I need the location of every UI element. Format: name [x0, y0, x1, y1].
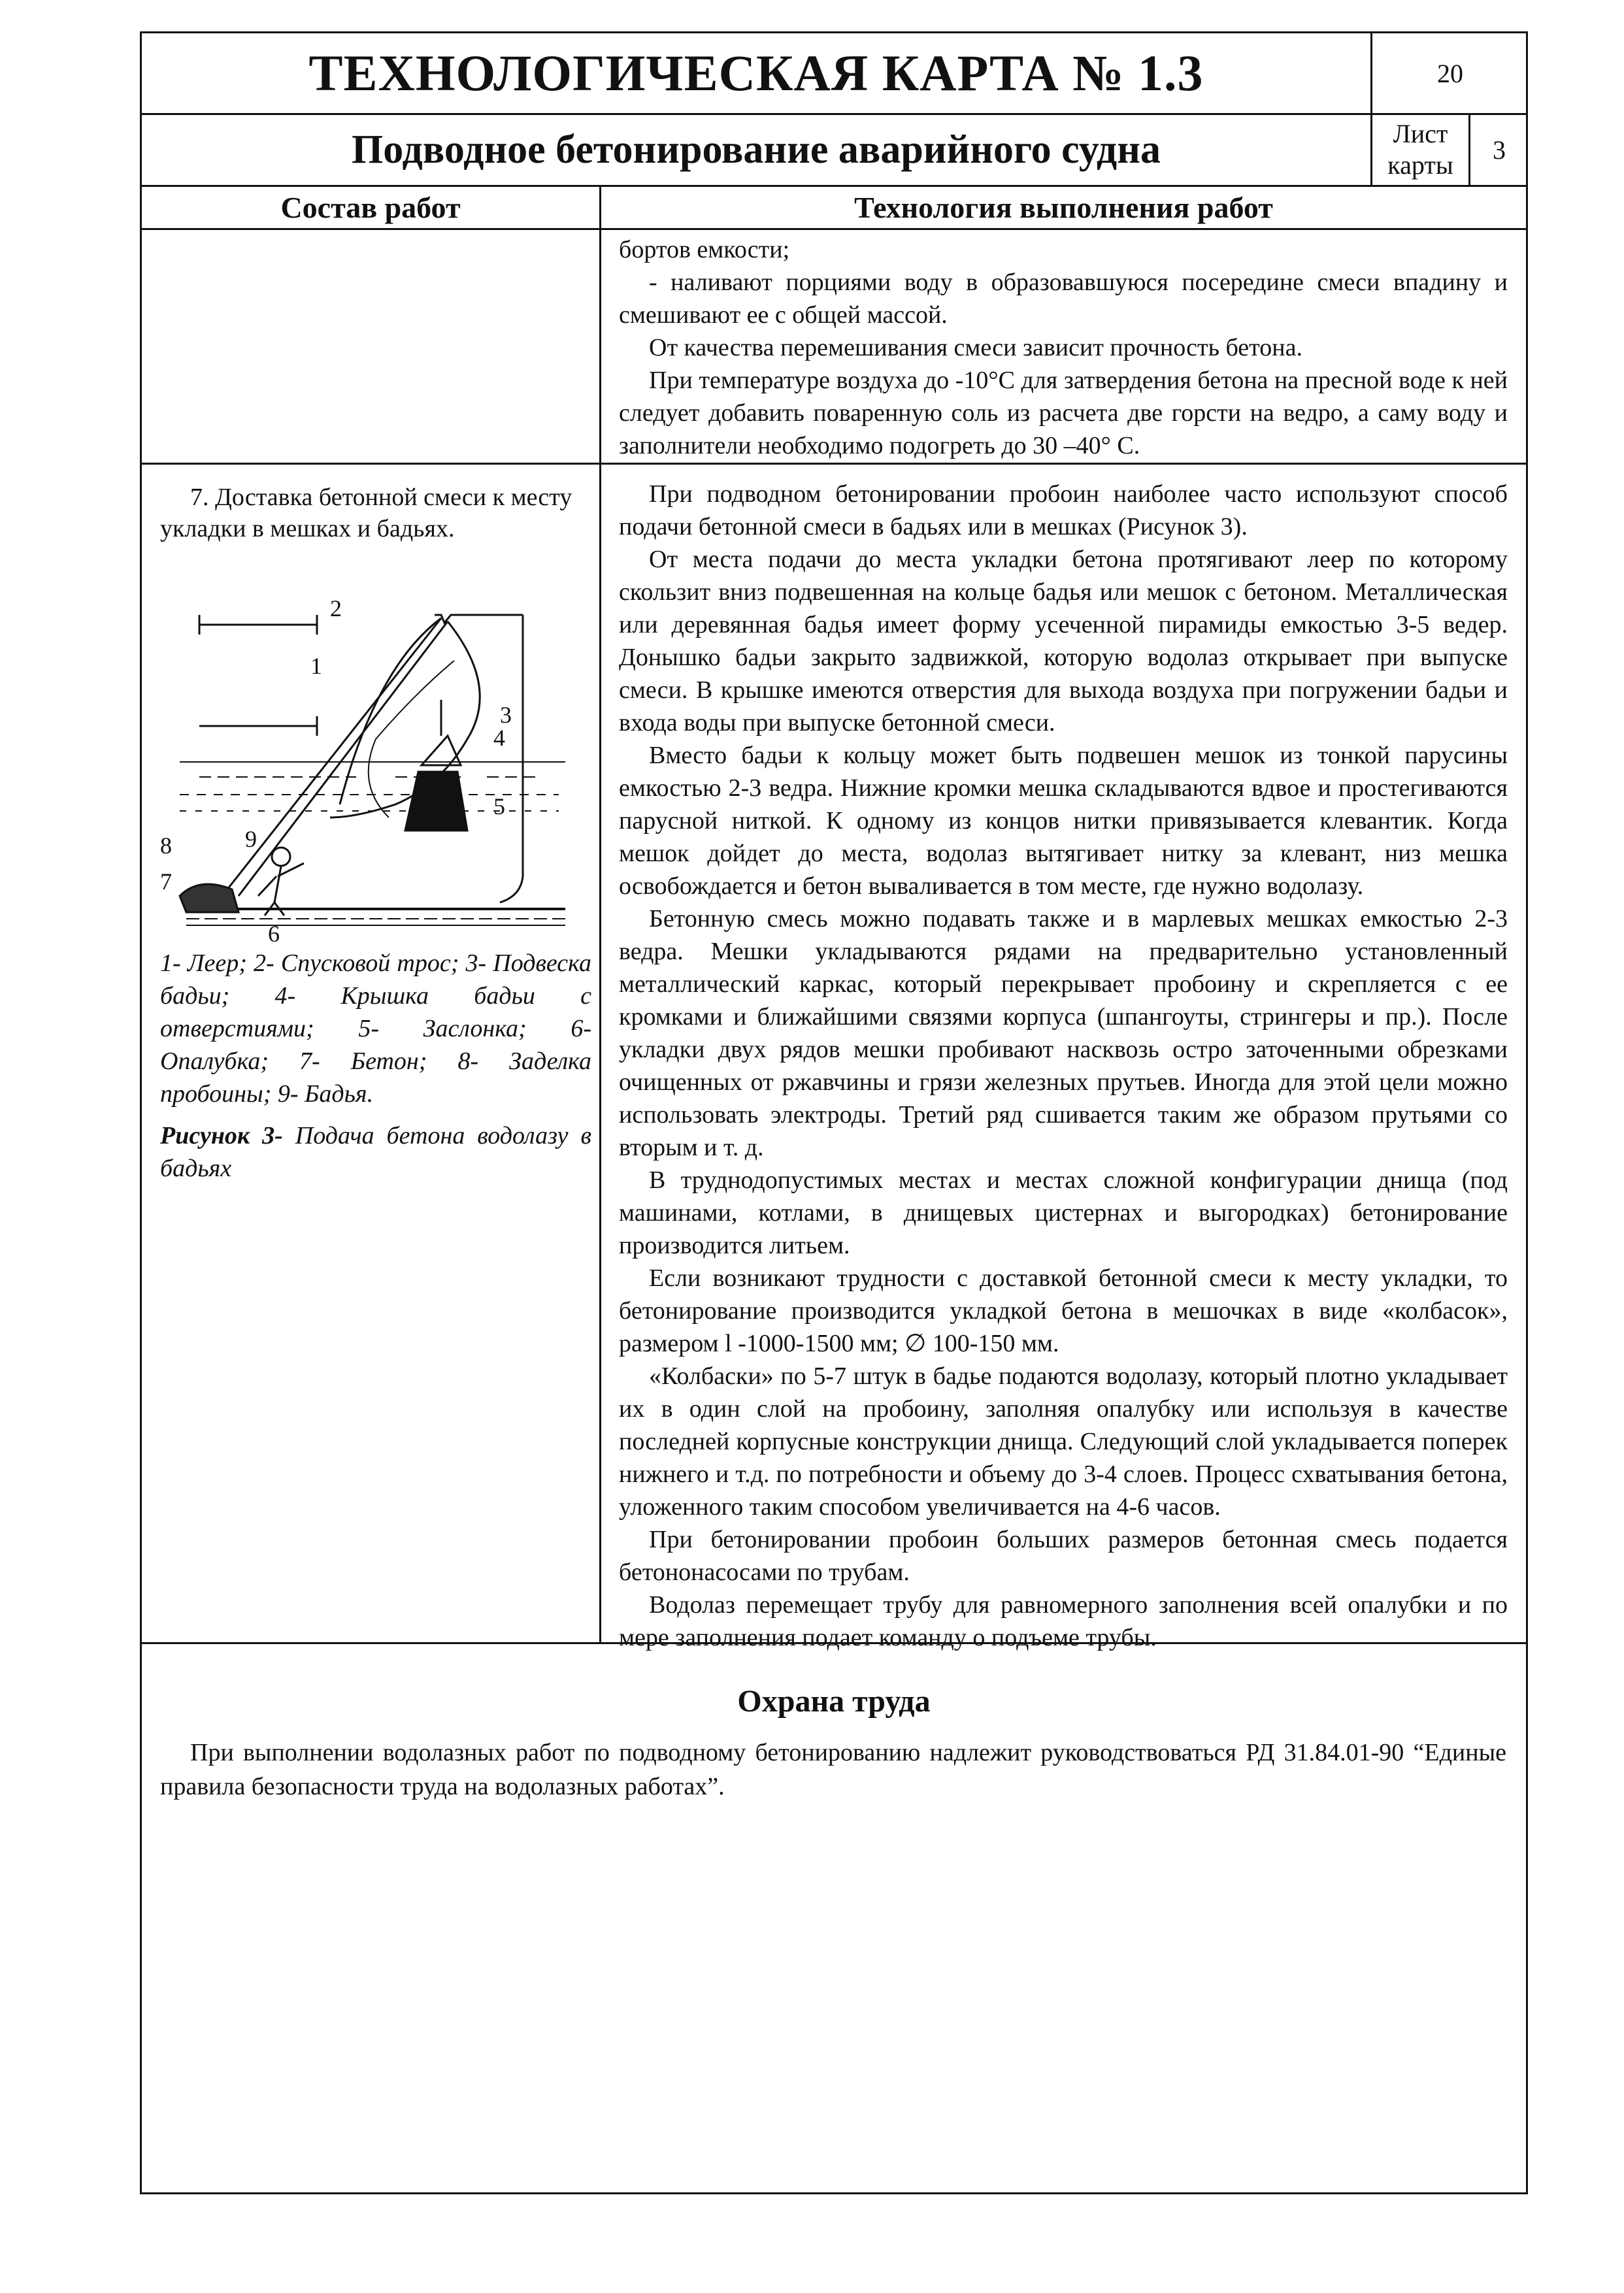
row1-paragraph: От качества перемешивания смеси зависит прочность бетона.	[649, 334, 1302, 361]
column-divider	[599, 185, 601, 1643]
row1-paragraph: бортов емкости;	[619, 236, 790, 263]
sheet-label-line-1: Лист	[1393, 119, 1448, 148]
figure-label: 4	[493, 725, 505, 751]
concrete-delivery-figure	[160, 589, 585, 942]
safety-paragraph: При выполнении водолазных работ по подводному бетонированию надлежит руководствоваться РД 31.84.01-90 “Единые правила безопасности труда на водолазных работах”.	[160, 1739, 1506, 1800]
row2-paragraph: Если возникают трудности с доставкой бетонной смеси к месту укладки, то бетонирование производится укладкой бетона в мешочках в виде «колбасок», размером l -1000-1500 мм; ∅ 100-150 мм.	[619, 1264, 1508, 1357]
row1-paragraph: - наливают порциями воду в образовавшуюся посередине смеси впадину и смешивают ее с общей массой.	[619, 269, 1508, 329]
figure-label: 3	[500, 702, 512, 728]
figure-caption	[160, 1119, 591, 1185]
sheet-label-line-2: карты	[1387, 150, 1453, 180]
column-header-divider	[142, 228, 1526, 230]
bucket-body	[405, 772, 467, 831]
legend-text: 1- Леер; 2- Спусковой трос; 3- Подвеска бадьи; 4- Крышка бадьи с отверстиями; 5- Заслонка; 6- Опалубка; 7- Бетон; 8- Заделка пробоины; 9- Бадья.	[160, 949, 591, 1108]
page-title: ТЕХНОЛОГИЧЕСКАЯ КАРТА № 1.3	[308, 44, 1204, 101]
row2-paragraph: От места подачи до места укладки бетона протягивают леер по которому скользит вниз подвешенная на кольце бадья или мешок с бетоном. Металлическая или деревянная бадья имеет форму усеченной пирамиды емкостью 3-5 ведер. Донышко бадьи закрыто задвижкой, которую водолаз открывает при выпуске смеси. В крышке имеются отверстия для выхода воздуха при погружении бадьи и входа воды при выпуске бетонной смеси.	[619, 546, 1508, 736]
row1-paragraph: При температуре воздуха до -10°С для затвердения бетона на пресной воде к ней следует добавить поваренную соль из расчета две горсти на ведро, а саму воду и заполнители необходимо подогреть до 30 –40° С.	[619, 367, 1508, 459]
row-divider	[142, 463, 1526, 465]
row2-text	[619, 478, 1508, 1654]
sheet-label	[1372, 114, 1468, 185]
diver-head	[272, 848, 290, 866]
figure-label: 7	[160, 868, 172, 895]
figure-label: 9	[245, 826, 257, 852]
work-item-text: 7. Доставка бетонной смеси к месту укладки в мешках и бадьях.	[160, 484, 572, 542]
bucket-lid	[422, 736, 461, 765]
hull-outline	[500, 615, 523, 902]
row2-paragraph: Бетонную смесь можно подавать также и в марлевых мешках емкостью 2-3 ведра. Мешки укладываются рядами на предварительно установленный металлический каркас, который перекрывает пробоину и скрепляется с ее кромками и ближайшими связями корпуса (шпангоуты, стрингеры и пр.). После укладки двух рядов мешки пробивают насквозь остро заточенными обрезками очищенных от ржавчины и грязи железных прутьев. Иногда для этой цели можно использовать электроды. Третий ряд сшивается таким же образом прутьями со вторым и т. д.	[619, 905, 1508, 1161]
dimension-line	[199, 615, 317, 635]
row2-paragraph: В труднодопустимых местах и местах сложной конфигурации днища (под машинами, котлами, в днищевых цистернах и выгородках) бетонирование производится литьем.	[619, 1166, 1508, 1259]
column-header-right: Технология выполнения работ	[854, 190, 1273, 224]
dimension-line	[199, 716, 317, 736]
figure-caption-number: Рисунок 3-	[160, 1122, 283, 1149]
row2-paragraph: При подводном бетонировании пробоин наиболее часто используют способ подачи бетонной смеси в бадьях или в мешках (Рисунок 3).	[619, 480, 1508, 540]
work-item-7	[160, 482, 585, 544]
figure-caption-text: Подача бетона водолазу в бадьях	[160, 1122, 591, 1182]
figure-label: 1	[310, 653, 322, 679]
cable-1-guideline	[222, 618, 441, 896]
figure-label: 6	[268, 921, 280, 942]
figure-label: 8	[160, 833, 172, 859]
figure-legend	[160, 947, 591, 1194]
row2-paragraph: «Колбаски» по 5-7 штук в бадье подаются водолазу, который плотно укладывает их в один слой на пробоину, заполняя опалубку или используя в качестве последней корпусные конструкции днища. Следующий слой укладывается поперек нижнего и т.д. по потребности и объему до 3-4 слоев. Процесс схватывания бетона, уложенного таким способом увеличивается на 4-6 часов.	[619, 1362, 1508, 1521]
row1-text	[619, 233, 1508, 462]
page-number: 20	[1437, 58, 1463, 88]
column-header-left: Состав работ	[280, 190, 461, 224]
safety-title: Охрана труда	[737, 1684, 931, 1719]
page-subtitle: Подводное бетонирование аварийного судна	[352, 127, 1161, 172]
page-frame	[140, 31, 1528, 2194]
safety-text	[160, 1736, 1506, 1804]
row2-paragraph: Вместо бадьи к кольцу может быть подвешен мешок из тонкой парусины емкостью 2-3 ведра. Нижние кромки мешка складываются вдвое и простегиваются парусной ниткой. К одному из концов нитки привязывается клевантик. Когда мешок дойдет до места, водолаз вытягивает нитку за клевант, низ мешка освобождается и бетон вываливается в том месте, где нужно водолазу.	[619, 742, 1508, 900]
cable-2-lowering-rope	[239, 621, 448, 896]
figure-label: 2	[330, 595, 342, 621]
concrete-patch	[180, 884, 239, 912]
row2-paragraph: Водолаз перемещает трубу для равномерного заполнения всей опалубки и по мере заполнения подает команду о подъеме трубы.	[619, 1591, 1508, 1651]
sheet-number: 3	[1493, 135, 1506, 165]
row2-paragraph: При бетонировании пробоин больших размеров бетонная смесь подается бетононасосами по трубам.	[619, 1526, 1508, 1586]
figure-label: 5	[493, 793, 505, 819]
